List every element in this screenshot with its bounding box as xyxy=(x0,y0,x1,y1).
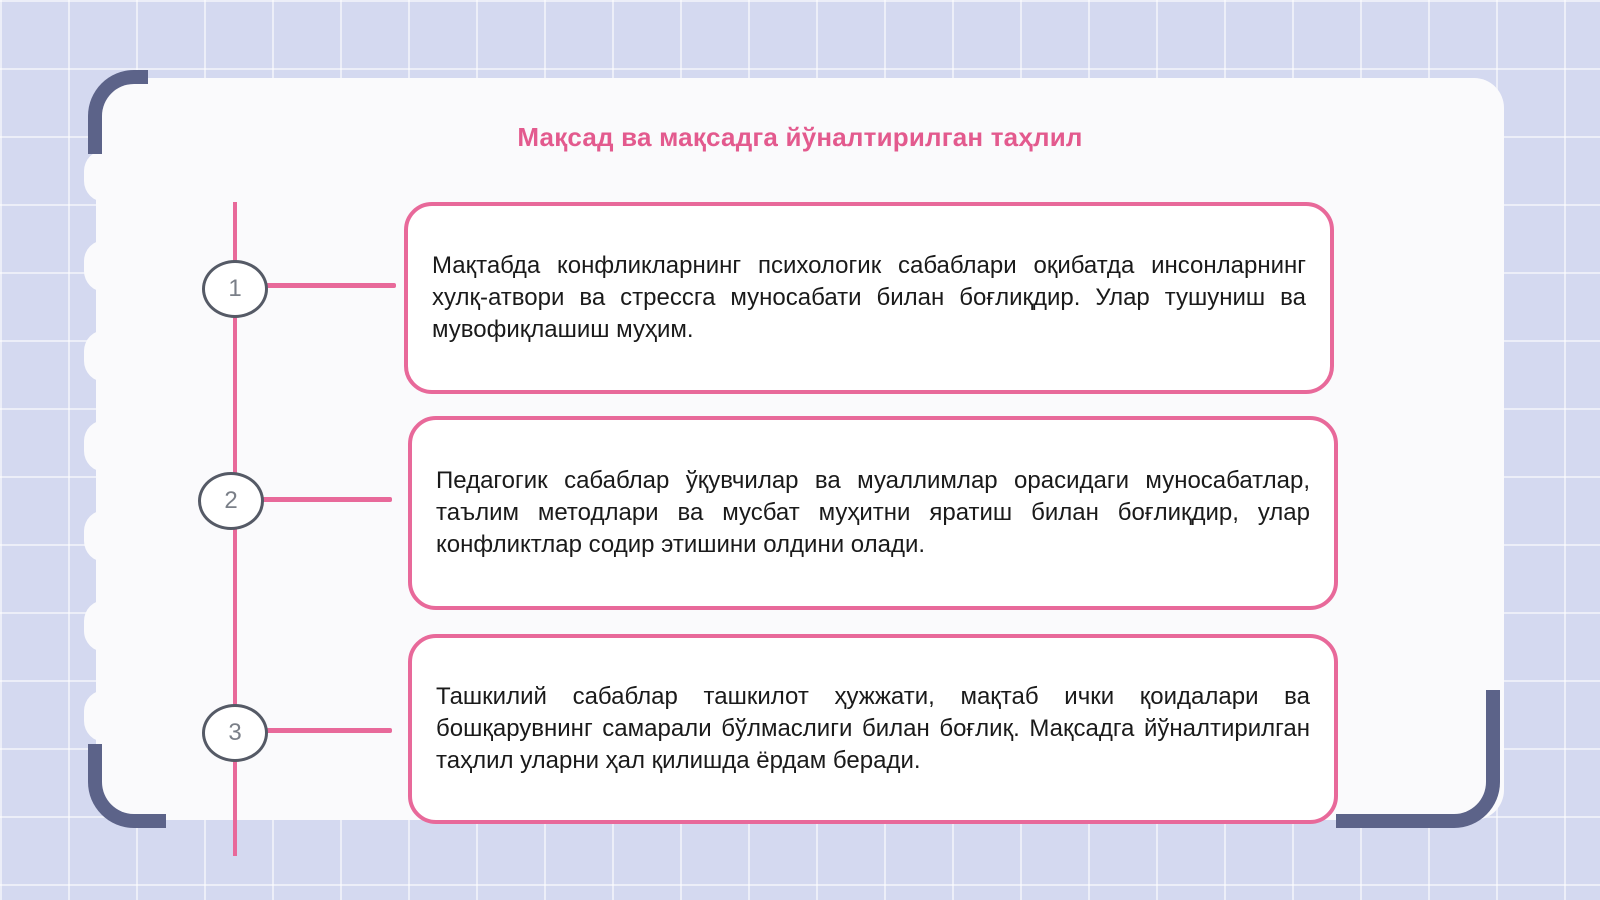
card-edge-bump xyxy=(84,420,126,472)
step-text-1: Мақтабда конфликларнинг психологик сабаблари оқибатда инсонларнинг хулқ-атвори ва стрессга муносабати билан боғлиқдир. Улар тушуниш ва мувофиқлашиш муҳим. xyxy=(432,252,1306,343)
step-box-1 xyxy=(404,202,1334,394)
connector-line-1 xyxy=(266,283,396,288)
step-number-1: 1 xyxy=(202,260,268,318)
step-text-2: Педагогик сабаблар ўқувчилар ва муаллимлар орасидаги муносабатлар, таълим методлари ва мусбат муҳитни яратиш билан боғлиқдир, улар конфликтлар содир этишини олдини олади. xyxy=(436,467,1310,558)
step-box-2 xyxy=(408,416,1338,610)
card-edge-bump xyxy=(84,510,126,562)
card-edge-bump xyxy=(84,330,126,382)
corner-bracket-bottom-right xyxy=(1336,690,1500,828)
card-edge-bump xyxy=(84,240,126,292)
step-number-3: 3 xyxy=(202,704,268,762)
corner-bracket-top-left xyxy=(88,70,148,154)
corner-bracket-bottom-left xyxy=(88,744,166,828)
connector-line-2 xyxy=(262,497,392,502)
step-number-2: 2 xyxy=(198,472,264,530)
card-edge-bump xyxy=(84,690,126,742)
card-edge-bump xyxy=(84,600,126,652)
step-box-3 xyxy=(408,634,1338,824)
slide-title: Мақсад ва мақсадга йўналтирилган таҳлил xyxy=(517,122,1083,152)
card-edge-bump xyxy=(84,150,126,202)
step-text-3: Ташкилий сабаблар ташкилот ҳужжати, мақтаб ички қоидалари ва бошқарувнинг самарали бўлмаслиги билан боғлиқ. Мақсадга йўналтирилган таҳлил уларни ҳал қилишда ёрдам беради. xyxy=(436,683,1310,774)
connector-line-3 xyxy=(266,728,392,733)
